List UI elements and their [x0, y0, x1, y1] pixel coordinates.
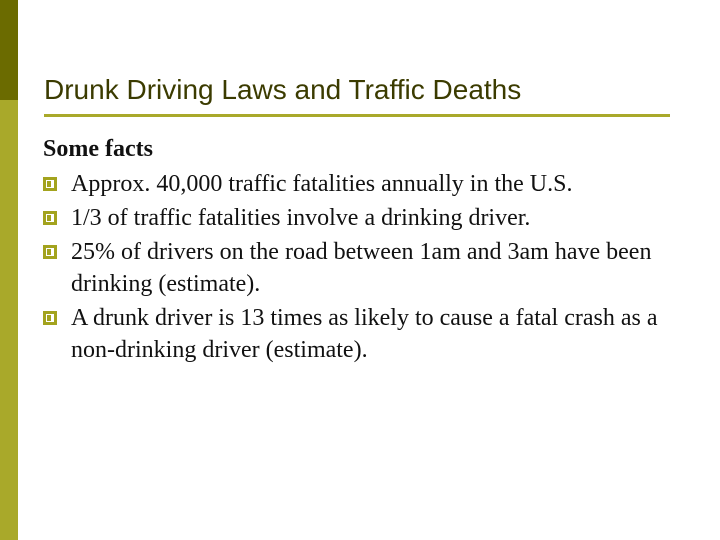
square-bullet-icon: [43, 211, 57, 225]
title-underline: [44, 114, 670, 117]
square-bullet-icon: [43, 311, 57, 325]
bullet-list: [43, 168, 683, 366]
square-bullet-icon: [43, 245, 57, 259]
bullet-text: 1/3 of traffic fatalities involve a drinking driver.: [71, 205, 531, 231]
left-accent-bar-light: [0, 100, 18, 540]
bullet-item: [43, 168, 683, 200]
left-accent-bar-dark: [0, 0, 18, 100]
bullet-item: [43, 302, 683, 366]
bullet-text: A drunk driver is 13 times as likely to cause a fatal crash as a non-drinking driver (estimate).: [71, 305, 658, 363]
section-heading: Some facts: [43, 136, 153, 162]
bullet-text: 25% of drivers on the road between 1am and 3am have been drinking (estimate).: [71, 239, 652, 297]
slide-title: Drunk Driving Laws and Traffic Deaths: [44, 74, 522, 105]
slide-body: [43, 130, 683, 368]
bullet-item: [43, 236, 683, 300]
square-bullet-icon: [43, 177, 57, 191]
bullet-item: [43, 202, 683, 234]
bullet-text: Approx. 40,000 traffic fatalities annually in the U.S.: [71, 171, 573, 197]
